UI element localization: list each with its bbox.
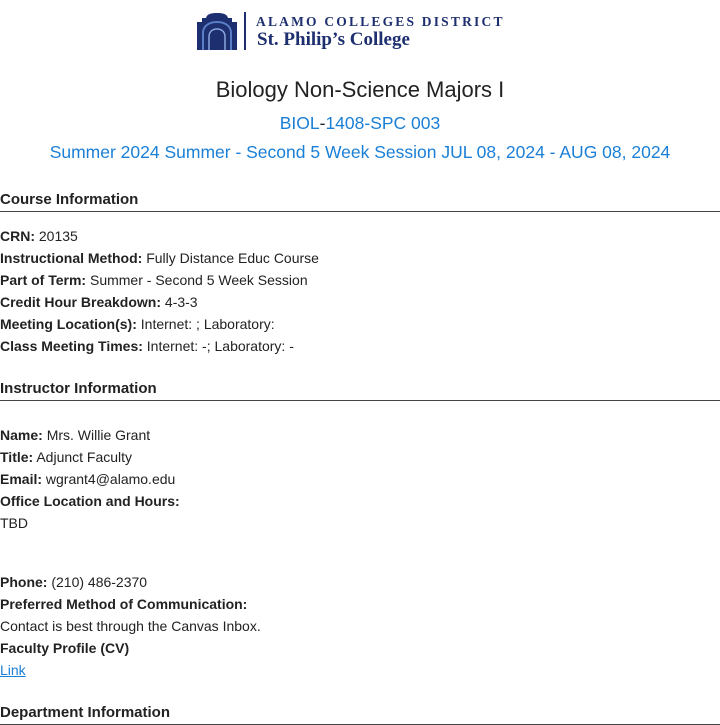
preferred-communication-row — [0, 596, 247, 613]
course-information-heading: Course Information — [0, 191, 720, 212]
instructor-title-row — [0, 449, 132, 466]
crn-value: 20135 — [38, 228, 78, 244]
mission-arch-icon — [197, 13, 237, 50]
part-of-term-row — [0, 272, 308, 289]
faculty-profile-label: Faculty Profile (CV) — [0, 640, 130, 656]
instructional-method-row — [0, 250, 319, 267]
instructor-email-label: Email: — [0, 471, 43, 487]
meeting-location-row — [0, 316, 275, 333]
preferred-communication-label: Preferred Method of Communication: — [0, 596, 248, 612]
course-term: Summer 2024 Summer - Second 5 Week Session JUL 08, 2024 - AUG 08, 2024 — [49, 142, 671, 162]
instructor-name-value: Mrs. Willie Grant — [46, 427, 151, 443]
instructor-name-row — [0, 427, 150, 444]
crn-row — [0, 228, 78, 245]
department-information-heading: Department Information — [0, 704, 720, 725]
logo-divider — [244, 12, 246, 50]
meeting-location-value: Internet: ; Laboratory: — [140, 316, 275, 332]
course-code — [0, 113, 720, 134]
instructor-phone-row — [0, 574, 147, 591]
course-subject: BIOL — [279, 113, 320, 133]
meeting-times-row — [0, 338, 294, 355]
course-code-separator: - — [319, 113, 326, 133]
college-logo — [197, 12, 527, 52]
credit-hour-value: 4-3-3 — [164, 294, 198, 310]
meeting-times-label: Class Meeting Times: — [0, 338, 143, 354]
course-title: Biology Non-Science Majors I — [215, 77, 505, 102]
instructor-email-row — [0, 471, 175, 488]
faculty-profile-row — [0, 640, 129, 657]
meeting-times-value: Internet: -; Laboratory: - — [146, 338, 294, 354]
logo-district-text: ALAMO COLLEGES DISTRICT — [256, 14, 505, 29]
meeting-location-label: Meeting Location(s): — [0, 316, 137, 332]
office-location-value: TBD — [0, 515, 28, 531]
faculty-profile-link-row — [0, 662, 26, 679]
credit-hour-row — [0, 294, 198, 311]
office-location-label: Office Location and Hours: — [0, 493, 180, 509]
part-of-term-value: Summer - Second 5 Week Session — [89, 272, 308, 288]
part-of-term-label: Part of Term: — [0, 272, 87, 288]
instructor-title-value: Adjunct Faculty — [36, 449, 133, 465]
instructor-email-value: wgrant4@alamo.edu — [45, 471, 176, 487]
instructor-name-label: Name: — [0, 427, 43, 443]
instructor-phone-value: (210) 486-2370 — [51, 574, 148, 590]
office-location-row — [0, 493, 180, 510]
logo-college-text: St. Philip’s College — [257, 29, 410, 50]
instructor-title-label: Title: — [0, 449, 34, 465]
course-number: 1408-SPC 003 — [325, 113, 441, 133]
instructional-method-label: Instructional Method: — [0, 250, 143, 266]
instructor-information-heading: Instructor Information — [0, 380, 720, 401]
faculty-profile-link[interactable]: Link — [0, 662, 26, 678]
crn-label: CRN: — [0, 228, 35, 244]
preferred-communication-value: Contact is best through the Canvas Inbox. — [0, 618, 261, 634]
credit-hour-label: Credit Hour Breakdown: — [0, 294, 162, 310]
instructor-phone-label: Phone: — [0, 574, 48, 590]
instructional-method-value: Fully Distance Educ Course — [146, 250, 319, 266]
